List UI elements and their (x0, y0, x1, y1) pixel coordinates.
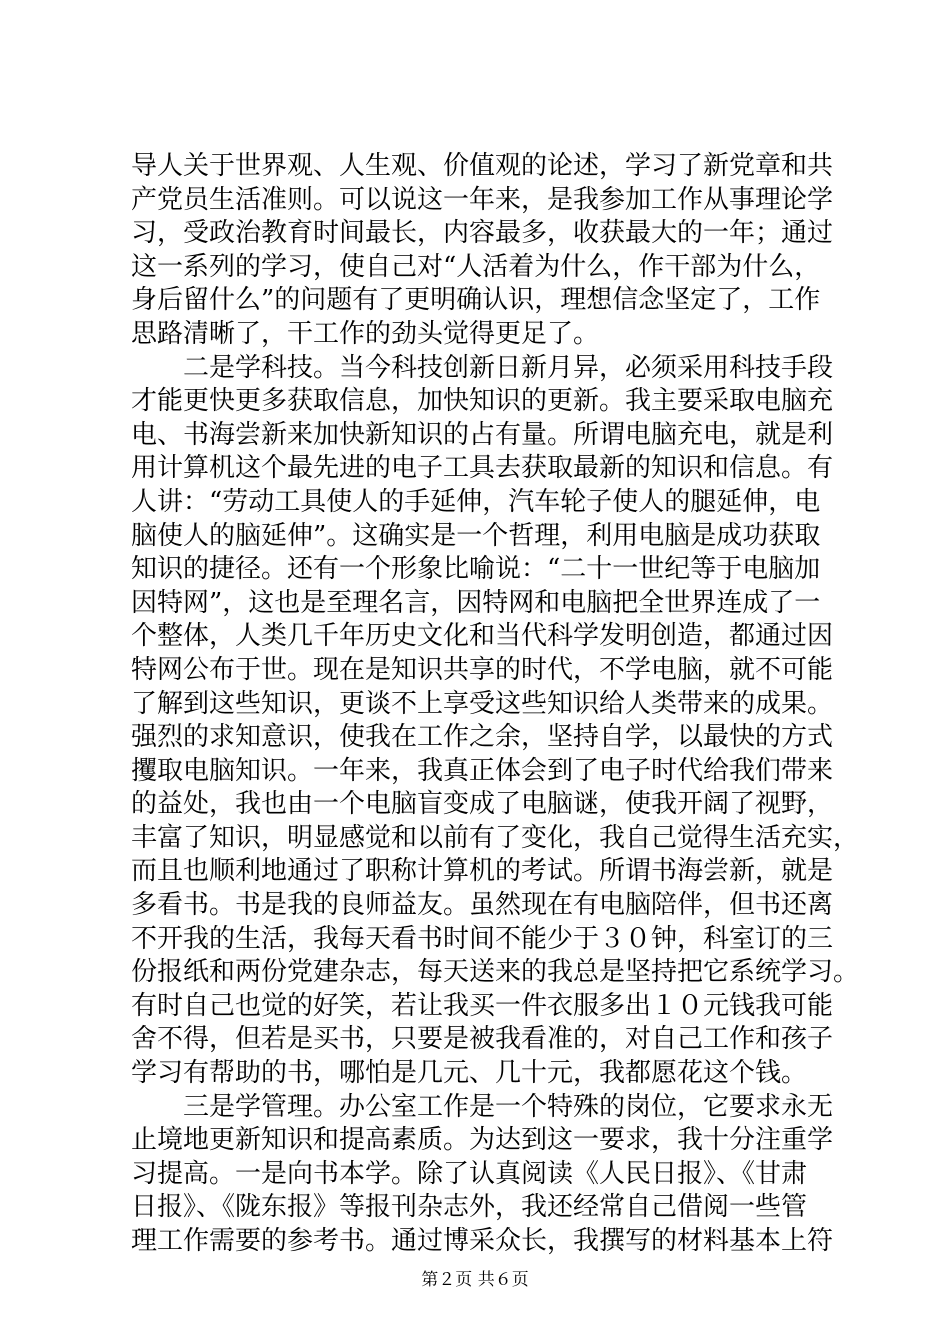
text-line: 多看书。书是我的良师益友。虽然现在有电脑陪伴，但书还离 (131, 890, 834, 921)
text-line: 习提高。一是向书本学。除了认真阅读《人民日报》、《甘肃 (131, 1158, 808, 1189)
page-number-footer: 第２页 共６页 (421, 1270, 529, 1290)
text-line: 有时自己也觉的好笑，若让我买一件衣服多出１０元钱我可能 (131, 990, 834, 1021)
text-line: 二是学科技。当今科技创新日新月异，必须采用科技手段 (131, 352, 834, 383)
text-line: 理工作需要的参考书。通过博采众长，我撰写的材料基本上符 (131, 1226, 834, 1256)
text-line: 习，受政治教育时间最长，内容最多，收获最大的一年；通过 (131, 218, 834, 249)
text-line: 而且也顺利地通过了职称计算机的考试。所谓书海尝新，就是 (131, 856, 834, 887)
text-line: 份报纸和两份党建杂志，每天送来的我总是坚持把它系统学习。 (131, 957, 860, 988)
text-line: 产党员生活准则。可以说这一年来，是我参加工作从事理论学 (131, 184, 834, 215)
text-line: 用计算机这个最先进的电子工具去获取最新的知识和信息。有 (131, 453, 834, 484)
text-line: 导人关于世界观、人生观、价值观的论述，学习了新党章和共 (131, 151, 834, 181)
text-line: 人讲：“劳动工具使人的手延伸，汽车轮子使人的腿延伸，电 (131, 486, 821, 517)
text-line: 特网公布于世。现在是知识共享的时代，不学电脑，就不可能 (131, 654, 834, 685)
text-line: 学习有帮助的书，哪怕是几元、几十元，我都愿花这个钱。 (131, 1058, 808, 1089)
text-line: 的益处，我也由一个电脑盲变成了电脑谜，使我开阔了视野， (131, 789, 834, 820)
text-line: 舍不得，但若是买书，只要是被我看准的，对自己工作和孩子 (131, 1024, 834, 1055)
text-line: 了解到这些知识，更谈不上享受这些知识给人类带来的成果。 (131, 688, 834, 719)
text-line: 因特网”，这也是至理名言，因特网和电脑把全世界连成了一 (131, 587, 821, 618)
text-line: 知识的捷径。还有一个形象比喻说：“二十一世纪等于电脑加 (131, 554, 821, 585)
text-line: 这一系列的学习，使自己对“人活着为什么，作干部为什么， (131, 251, 821, 282)
text-line: 攫取电脑知识。一年来，我真正体会到了电子时代给我们带来 (131, 755, 834, 786)
text-line: 丰富了知识，明显感觉和以前有了变化，我自己觉得生活充实， (131, 822, 860, 853)
text-line: 才能更快更多获取信息，加快知识的更新。我主要采取电脑充 (131, 386, 834, 417)
text-line: 止境地更新知识和提高素质。为达到这一要求，我十分注重学 (131, 1125, 834, 1156)
text-line: 不开我的生活，我每天看书时间不能少于３０钟，科室订的三 (131, 923, 834, 954)
body-text (131, 150, 860, 1259)
text-line: 强烈的求知意识，使我在工作之余，坚持自学，以最快的方式 (131, 722, 834, 753)
text-line: 脑使人的脑延伸”。这确实是一个哲理，利用电脑是成功获取 (131, 520, 821, 551)
text-line: 三是学管理。办公室工作是一个特殊的岗位，它要求永无 (131, 1091, 834, 1122)
text-line: 思路清晰了，干工作的劲头觉得更足了。 (131, 318, 600, 349)
text-line: 日报》、《陇东报》等报刊杂志外，我还经常自己借阅一些管 (131, 1192, 808, 1223)
text-line: 个整体，人类几千年历史文化和当代科学发明创造，都通过因 (131, 621, 834, 652)
text-line: 身后留什么”的问题有了更明确认识，理想信念坚定了，工作 (131, 285, 821, 316)
text-line: 电、书海尝新来加快新知识的占有量。所谓电脑充电，就是利 (131, 419, 834, 450)
